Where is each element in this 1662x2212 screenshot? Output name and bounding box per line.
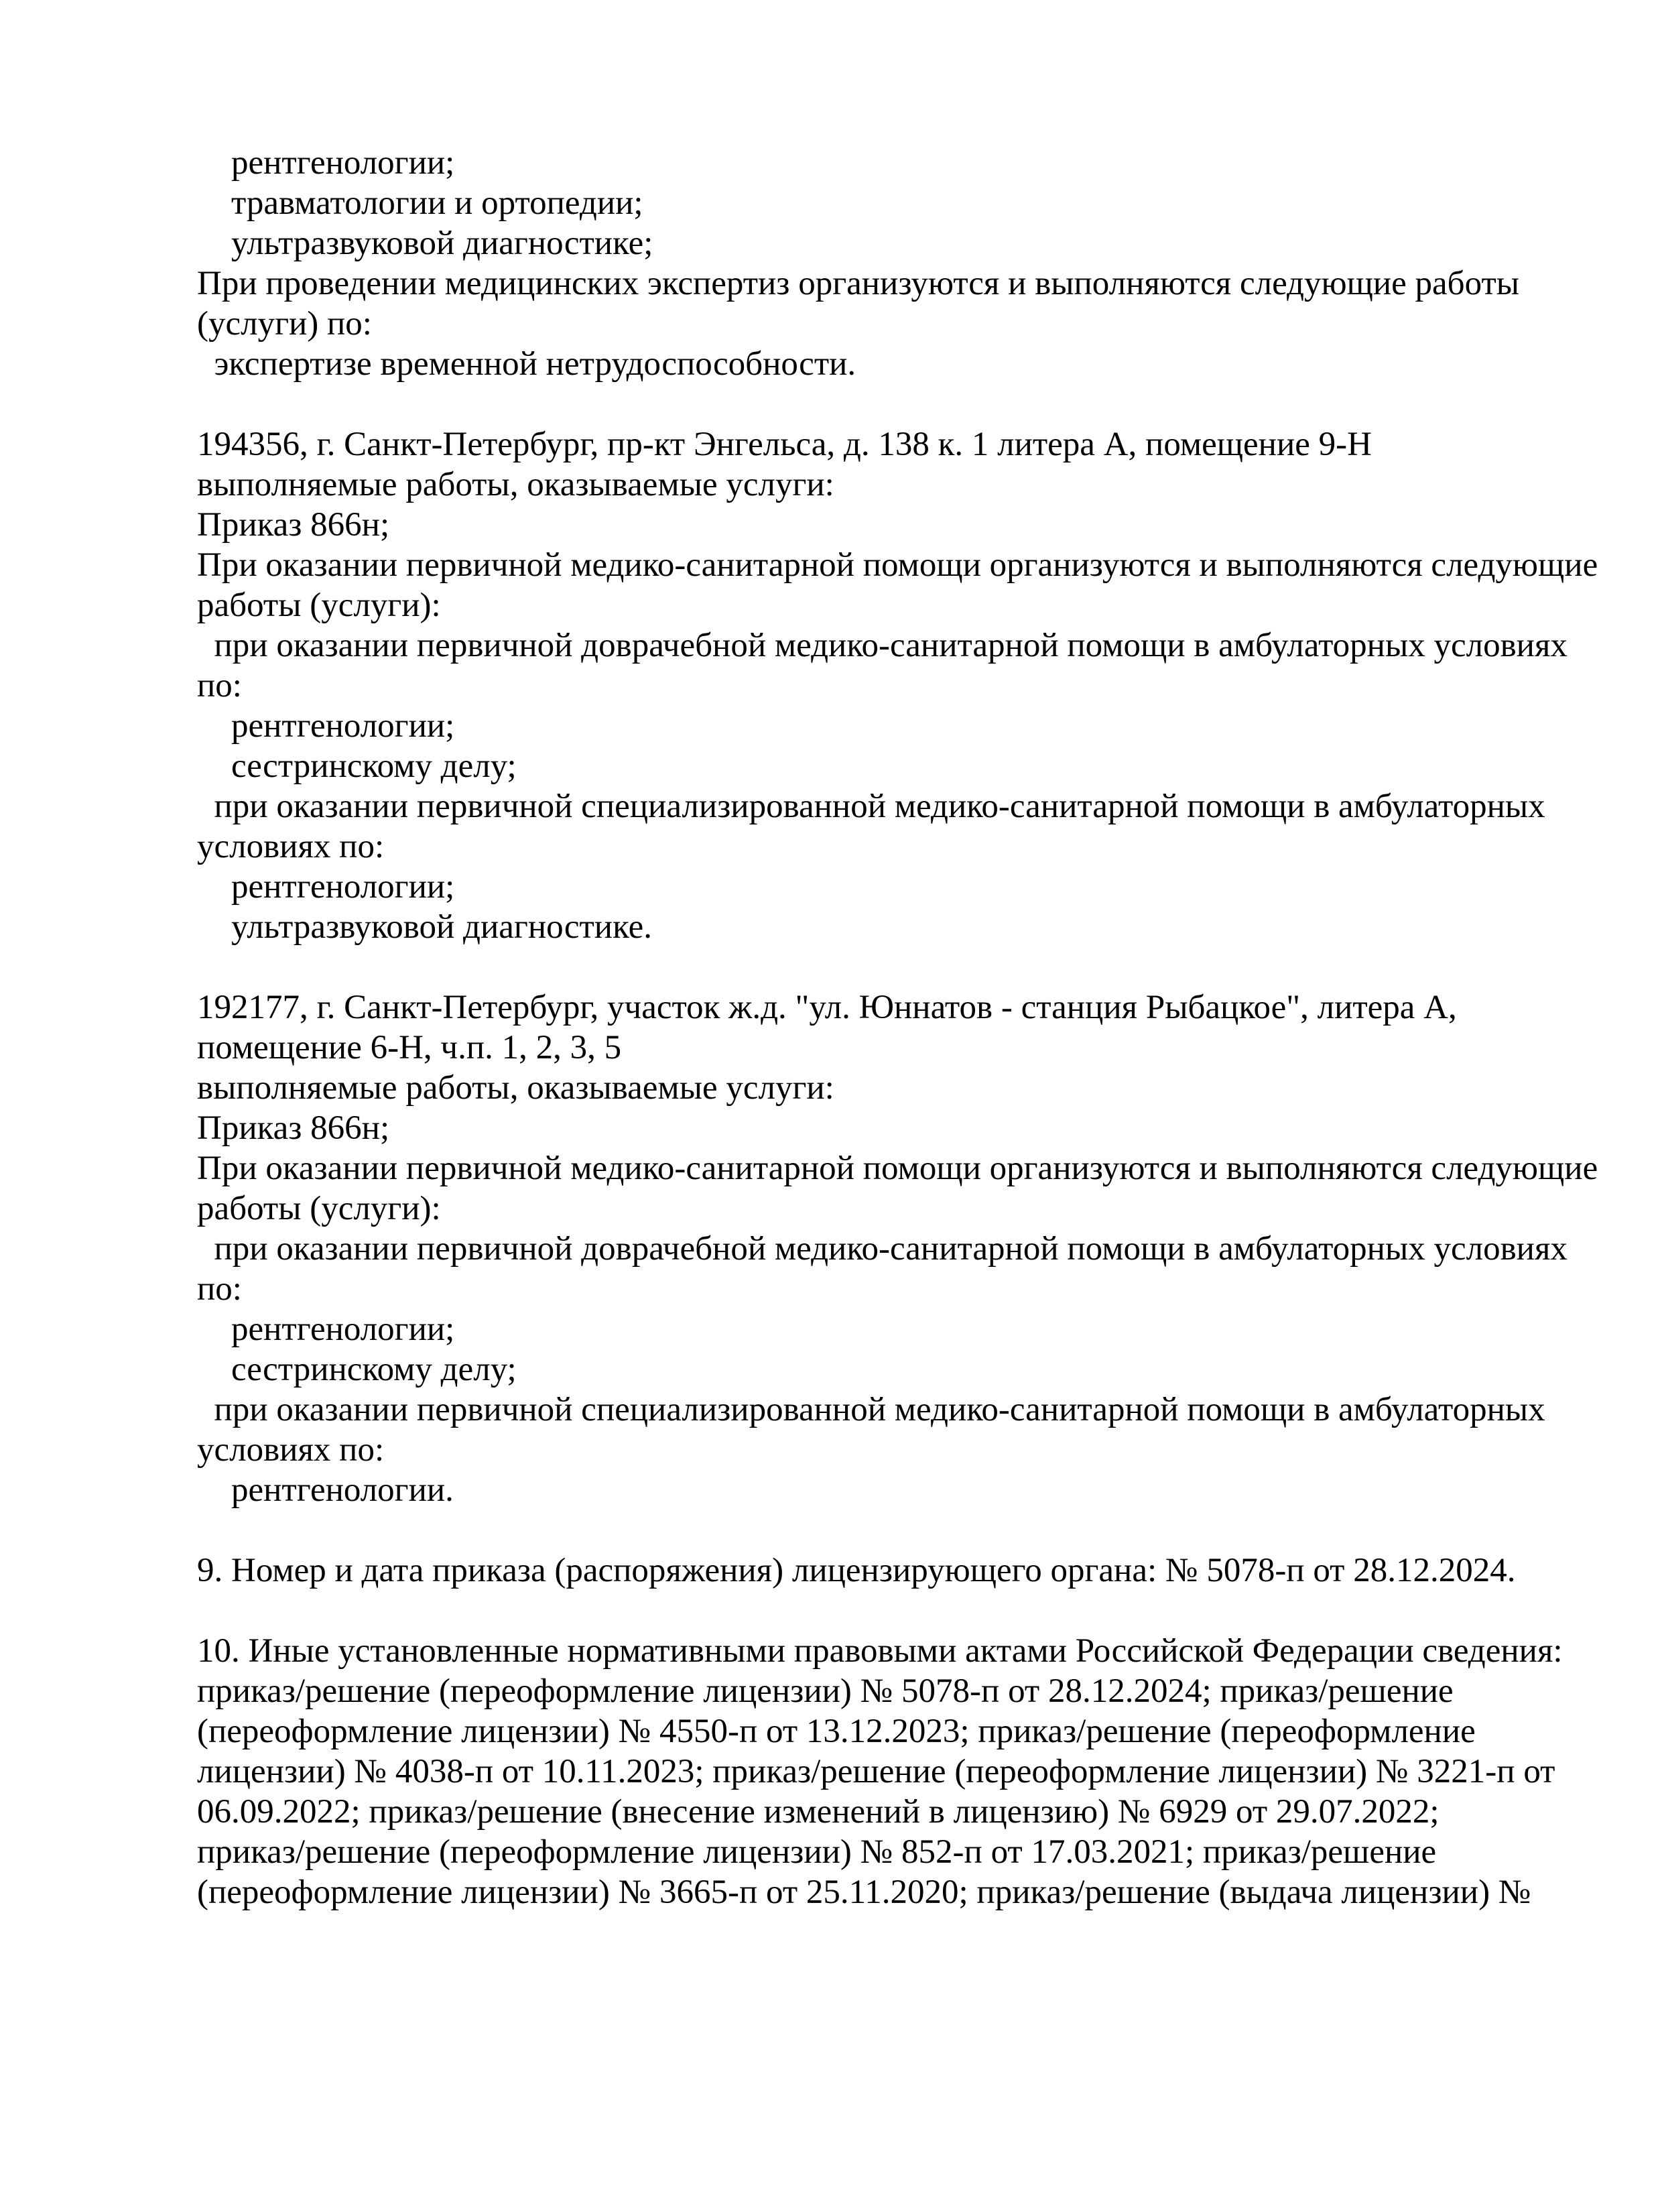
text-line [197,384,1561,424]
text-line [197,1591,1561,1631]
text-line: помещение 6-Н, ч.п. 1, 2, 3, 5 [197,1029,622,1066]
text-line: рентгенологии; [197,144,455,182]
text-line: ультразвуковой диагностике. [197,908,652,946]
text-line: рентгенологии. [197,1471,454,1509]
text-line [197,1510,1561,1550]
text-line: при оказании первичной специализированной медико-санитарной помощи в амбулаторных [197,788,1545,825]
text-line: выполняемые работы, оказываемые услуги: [197,1069,834,1107]
text-line: работы (услуги): [197,1190,441,1227]
text-line: При оказании первичной медико-санитарной помощи организуются и выполняются следующие [197,1150,1598,1187]
text-line: экспертизе временной нетрудоспособности. [197,345,856,383]
text-line: 06.09.2022; приказ/решение (внесение изменений в лицензию) № 6929 от 29.07.2022; [197,1793,1440,1831]
text-line: Приказ 866н; [197,506,390,544]
text-line: по: [197,1270,242,1308]
text-line: При проведении медицинских экспертиз организуются и выполняются следующие работы [197,265,1520,302]
text-line: сестринскому делу; [197,1351,517,1388]
text-line: Приказ 866н; [197,1109,390,1147]
text-line: При оказании первичной медико-санитарной помощи организуются и выполняются следующие [197,546,1598,584]
text-line: 194356, г. Санкт-Петербург, пр-кт Энгельса, д. 138 к. 1 литера А, помещение 9-Н [197,426,1372,463]
text-line: травматологии и ортопедии; [197,184,643,222]
text-line: условиях по: [197,828,385,865]
document-body [197,143,1598,1912]
text-line: сестринскому делу; [197,747,517,785]
text-line: (переоформление лицензии) № 4550-п от 13.12.2023; приказ/решение (переоформление [197,1713,1476,1750]
text-line: выполняемые работы, оказываемые услуги: [197,466,834,503]
text-line: (услуги) по: [197,305,372,343]
text-line: при оказании первичной доврачебной медико-санитарной помощи в амбулаторных условиях [197,1230,1568,1268]
text-line: по: [197,667,242,704]
text-line: рентгенологии; [197,707,455,745]
text-line: 9. Номер и дата приказа (распоряжения) лицензирующего органа: № 5078-п от 28.12.2024. [197,1552,1516,1589]
text-line: лицензии) № 4038-п от 10.11.2023; приказ/решение (переоформление лицензии) № 3221-п от [197,1753,1555,1790]
text-line: 10. Иные установленные нормативными правовыми актами Российской Федерации сведения: [197,1632,1563,1670]
text-line: при оказании первичной доврачебной медико-санитарной помощи в амбулаторных условиях [197,627,1568,664]
text-line: 192177, г. Санкт-Петербург, участок ж.д. "ул. Юннатов - станция Рыбацкое", литера А, [197,989,1457,1026]
text-line: рентгенологии; [197,1310,455,1348]
text-line: рентгенологии; [197,868,455,906]
text-line: приказ/решение (переоформление лицензии) № 5078-п от 28.12.2024; приказ/решение [197,1672,1454,1710]
text-line: (переоформление лицензии) № 3665-п от 25.11.2020; приказ/решение (выдача лицензии) № [197,1873,1531,1911]
text-line: работы (услуги): [197,587,441,624]
text-line: ультразвуковой диагностике; [197,225,653,262]
text-line: условиях по: [197,1431,385,1469]
text-line: при оказании первичной специализированной медико-санитарной помощи в амбулаторных [197,1391,1545,1428]
text-line [197,947,1561,987]
text-line: приказ/решение (переоформление лицензии) № 852-п от 17.03.2021; приказ/решение [197,1833,1437,1871]
